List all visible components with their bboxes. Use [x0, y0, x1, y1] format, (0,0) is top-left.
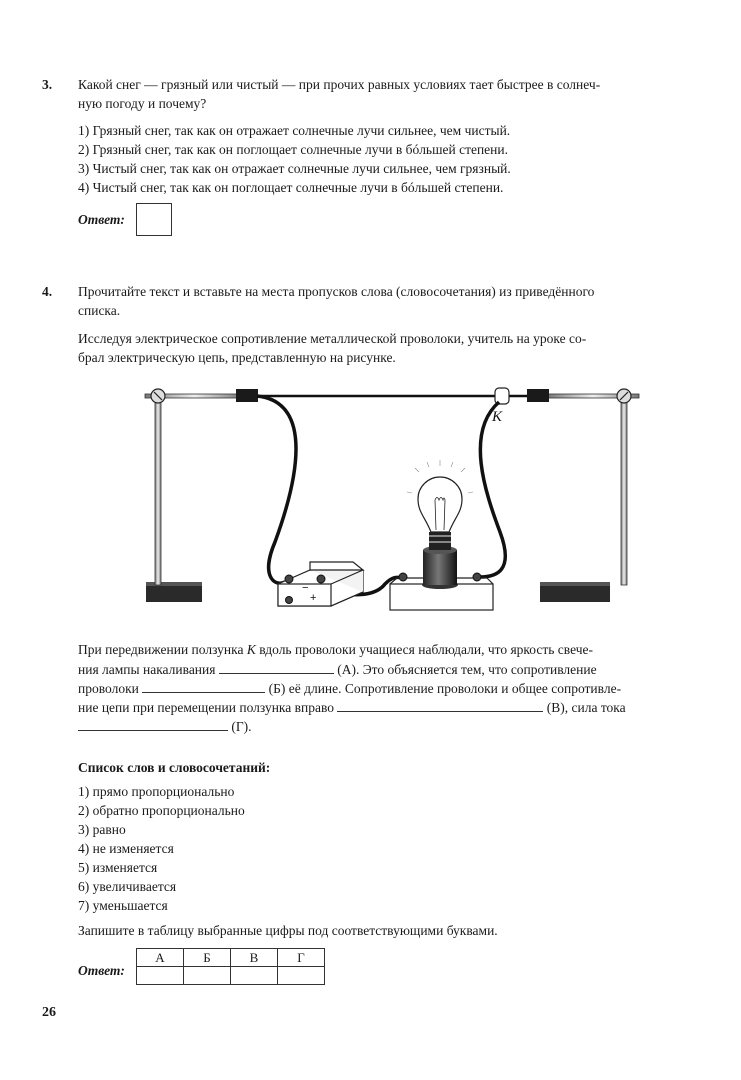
answer-cell-a[interactable]	[137, 967, 184, 985]
battery-minus-label: −	[302, 582, 309, 594]
answer-table-header-b: Б	[184, 949, 231, 967]
answer-cell-v[interactable]	[231, 967, 278, 985]
blank-b[interactable]	[142, 680, 265, 693]
table-instruction: Запишите в таблицу выбранные цифры под соответствующими буквами.	[78, 923, 498, 938]
question-3-number: 3.	[42, 77, 53, 92]
circuit-figure	[135, 372, 655, 617]
question-3-option-4: 4) Чистый снег, так как он поглощает солнечные лучи в бóльшей степени.	[78, 180, 504, 195]
question-3-answer-box[interactable]	[136, 203, 172, 236]
answer-table	[136, 948, 325, 985]
answer-table-header-g: Г	[278, 949, 325, 967]
right-stand	[540, 389, 639, 602]
answer-cell-g[interactable]	[278, 967, 325, 985]
answer-table-header-row	[137, 949, 325, 967]
word-list-title: Список слов и словосочетаний:	[78, 760, 271, 775]
question-4-intro-line2: списка.	[78, 303, 121, 318]
question-4-text-line5	[78, 718, 252, 735]
cable-left	[257, 396, 296, 583]
question-3-option-2: 2) Грязный снег, так как он поглощает солнечные лучи в бóльшей степени.	[78, 142, 509, 157]
text-line1-part-b: вдоль проволоки учащиеся наблюдали, что яркость свече-	[259, 642, 594, 657]
blank-v[interactable]	[337, 699, 543, 712]
word-list-item-1: 1) прямо пропорционально	[78, 784, 235, 799]
answer-cell-b[interactable]	[184, 967, 231, 985]
question-4-para-line1: Исследуя электрическое сопротивление металлической проволоки, учитель на уроке со-	[78, 331, 587, 346]
blank-a[interactable]	[219, 661, 334, 674]
text-line5: (Г).	[231, 719, 252, 734]
question-4-answer-label: Ответ:	[78, 963, 125, 978]
battery	[278, 562, 363, 606]
text-line3-part-b: (Б) её длине. Сопротивление проволоки и общее сопротивле-	[268, 681, 622, 696]
question-4-text-line3	[78, 680, 621, 697]
question-3-option-1: 1) Грязный снег, так как он отражает солнечные лучи сильнее, чем чистый.	[78, 123, 511, 138]
question-4-intro-line1: Прочитайте текст и вставьте на места пропусков слова (словосочетания) из приведённого	[78, 284, 595, 299]
question-3-text-line1: Какой снег — грязный или чистый — при прочих равных условиях тает быстрее в солнеч-	[78, 77, 601, 92]
word-list-item-3: 3) равно	[78, 822, 126, 837]
text-line4-part-a: ние цепи при перемещении ползунка вправо	[78, 700, 335, 715]
question-3-text-line2: ную погоду и почему?	[78, 96, 207, 111]
lamp	[390, 460, 493, 610]
page-number: 26	[42, 1005, 56, 1020]
question-3-answer-label: Ответ:	[78, 212, 125, 227]
answer-table-input-row	[137, 967, 325, 985]
cable-right	[480, 402, 505, 577]
question-4-text-line4	[78, 699, 626, 716]
slider-k-label: K	[492, 409, 503, 425]
text-line1-k: K	[246, 642, 256, 657]
left-clamp	[236, 389, 258, 402]
right-clamp	[527, 389, 549, 402]
answer-table-header-v: В	[231, 949, 278, 967]
blank-g[interactable]	[78, 718, 228, 731]
question-4-number: 4.	[42, 284, 53, 299]
question-4-text-line2	[78, 661, 597, 678]
question-4-text-line1	[78, 642, 593, 658]
word-list-item-5: 5) изменяется	[78, 860, 158, 875]
word-list-item-7: 7) уменьшается	[78, 898, 168, 913]
text-line2-part-a: ния лампы накаливания	[78, 662, 216, 677]
text-line2-part-b: (А). Это объясняется тем, что сопротивление	[337, 662, 597, 677]
word-list-item-4: 4) не изменяется	[78, 841, 174, 856]
question-3-option-3: 3) Чистый снег, так как он отражает солнечные лучи сильнее, чем грязный.	[78, 161, 511, 176]
text-line4-part-b: (В), сила тока	[546, 700, 626, 715]
word-list-item-2: 2) обратно пропорционально	[78, 803, 245, 818]
left-stand	[145, 389, 243, 602]
question-4-para-line2: брал электрическую цепь, представленную на рисунке.	[78, 350, 396, 365]
text-line1-part-a: При передвижении ползунка	[78, 642, 244, 657]
text-line3-part-a: проволоки	[78, 681, 139, 696]
answer-table-header-a: А	[137, 949, 184, 967]
word-list-item-6: 6) увеличивается	[78, 879, 177, 894]
battery-plus-label: +	[310, 592, 317, 604]
